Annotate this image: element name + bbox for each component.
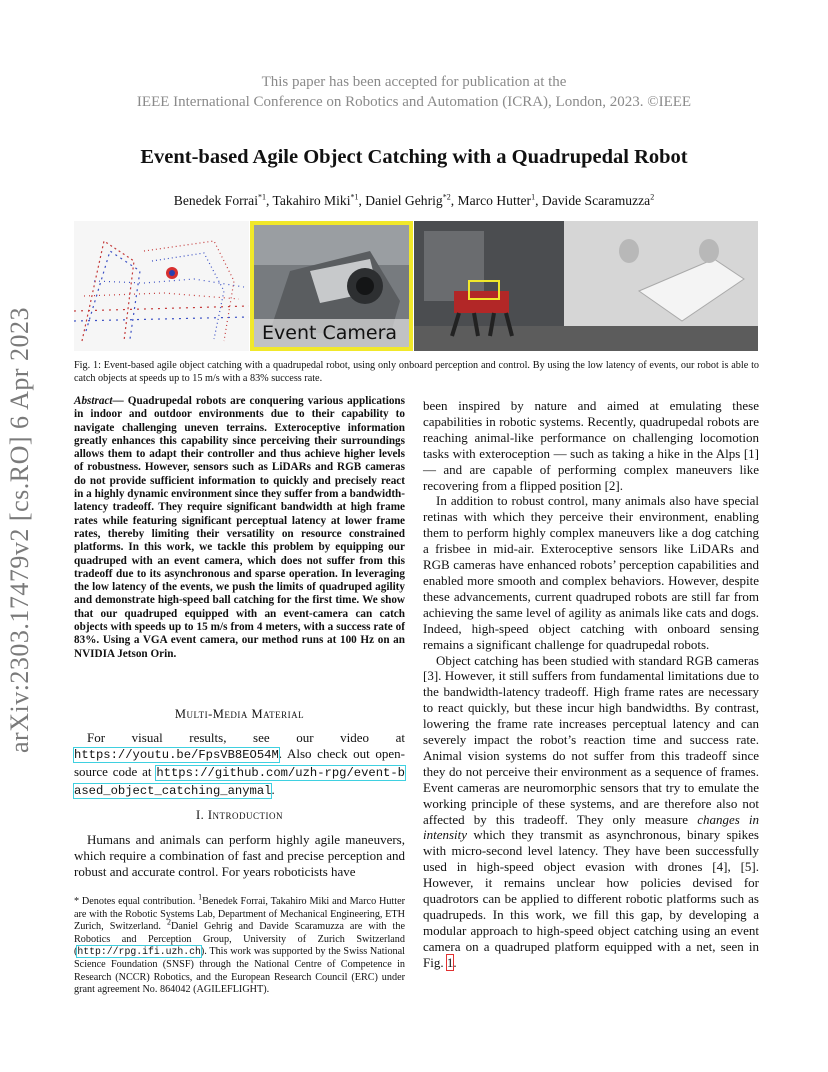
catching-scene-photo bbox=[414, 221, 758, 351]
footnote-text: ). This work was supported by the Swiss National Science Foundation (SNSF) through the National Centre of Competence in Research (NCCR) Robotics, and the European Research Council (ERC) under grant agreement No. 864042 (AGILEFLIGHT). bbox=[74, 946, 405, 996]
author-affiliation: 2 bbox=[650, 192, 655, 202]
intro-paragraph bbox=[423, 653, 759, 971]
arxiv-identifier: arXiv:2303.17479v2 [cs.RO] 6 Apr 2023 bbox=[5, 306, 34, 754]
author-list bbox=[0, 193, 828, 209]
author-name: Davide Scaramuzza bbox=[541, 193, 651, 208]
scene-photo-graphic bbox=[414, 221, 758, 351]
author-separator: , bbox=[535, 193, 542, 208]
multimedia-paragraph bbox=[74, 730, 405, 800]
intro-text: . bbox=[453, 954, 457, 970]
acceptance-notice-line2: IEEE International Conference on Robotics and Automation (ICRA), London, 2023. ©IEEE bbox=[136, 94, 692, 110]
author-separator: , bbox=[265, 193, 273, 208]
footnote-marker: 2 bbox=[166, 917, 171, 927]
intro-text: which they transmit as asynchronous, binary spikes with micro-second level latency. They have been successfully used in high-speed object evasion with drones [4], [5]. However, it remains unclear how policies devised for quadrotors can be applied to different robotic platforms such as quadrupeds. In this work, we fill this gap, by developing a modular approach to high-speed object catching using an event camera on a quadruped platform equipped with a net, seen in Fig. bbox=[423, 827, 759, 970]
intro-paragraph-start: Humans and animals can perform highly agile maneuvers, which require a combination of fast and precise perception and robust and accurate control. For years roboticists have bbox=[74, 832, 405, 879]
author-name: Takahiro Miki bbox=[272, 193, 351, 208]
video-link[interactable]: https://youtu.be/FpsVB8EO54M bbox=[74, 747, 279, 762]
event-camera-photo bbox=[250, 221, 413, 351]
author-name: Marco Hutter bbox=[457, 193, 532, 208]
abstract-label: Abstract bbox=[74, 395, 113, 407]
author-affiliation: *2 bbox=[442, 192, 451, 202]
rpg-link[interactable]: http://rpg.ifi.uzh.ch bbox=[77, 946, 201, 958]
multimedia-text: For visual results, see our video at bbox=[87, 730, 405, 745]
author-separator: , bbox=[358, 193, 366, 208]
intro-emphasis: changes in intensity bbox=[423, 811, 760, 843]
acceptance-notice-line1: This paper has been accepted for publication at the bbox=[261, 74, 567, 90]
paper-title: Event-based Agile Object Catching with a Quadrupedal Robot bbox=[140, 146, 688, 168]
event-points-graphic bbox=[74, 221, 249, 351]
footnote-text: Benedek Forrai, Takahiro Miki and Marco Hutter are with the Robotic Systems Lab, Department of Mechanical Engineering, ETH Zurich, Switzerland. bbox=[74, 896, 405, 933]
abstract-dash: — bbox=[112, 395, 124, 407]
footnote-text: Daniel Gehrig and Davide Scaramuzza are with the Robotics and Perception Group, University of Zurich Switzerland ( bbox=[74, 921, 405, 958]
figure-caption: Fig. 1: Event-based agile object catching with a quadrupedal robot, using only onboard perception and control. By using the low latency of events, our robot is able to catch objects at speeds up to 15 m/s with a 83% success rate. bbox=[74, 360, 759, 384]
event-frame-image bbox=[74, 221, 249, 351]
author-name: Benedek Forrai bbox=[173, 193, 258, 208]
footnote-text: * Denotes equal contribution. bbox=[74, 896, 199, 907]
multimedia-text: . Also check out open-source code at bbox=[74, 745, 405, 779]
multimedia-heading: Multi-Media Material bbox=[174, 707, 305, 721]
intro-text: Object catching has been studied with standard RGB cameras [3]. However, it still suffers from fundamental limitations due to the bandwidth-latency tradeoff. High frame rates are necessary to react quickly, but these incur high bandwidths. By contrast, lowering the frame rate increases perceptual latency and can severely impact the robot’s reaction time and success rate. Animal vision systems do not suffer from this tradeoff since they do not perceive their environment as a sequence of frames. Event cameras are neuromorphic sensors that try to emulate the working principle of these systems, and are therefore also not affected by this tradeoff. They only measure bbox=[423, 652, 759, 827]
code-link[interactable]: https://github.com/uzh-rpg/event-based_object_catching_anymal bbox=[74, 765, 405, 798]
author-name: Daniel Gehrig bbox=[365, 193, 443, 208]
abstract bbox=[74, 395, 405, 661]
multimedia-text: . bbox=[271, 781, 275, 797]
author-affiliation: *1 bbox=[257, 192, 266, 202]
figure-reference-link[interactable]: 1 bbox=[446, 954, 454, 970]
footnote-marker: 1 bbox=[198, 892, 203, 902]
intro-paragraph: been inspired by nature and aimed at emulating these capabilities in robotic systems. Recently, quadrupedal robots are reaching animal-like performance on challenging locomotion tasks with exteroception — such as taking a hike in the Alps [1] — and are capable of performing complex maneuvers like recovering from a flipped position [2]. bbox=[423, 398, 759, 493]
event-camera-label: Event Camera bbox=[262, 322, 398, 344]
author-affiliation: 1 bbox=[531, 192, 536, 202]
intro-paragraph: In addition to robust control, many animals also have special retinas with which they perceive their environment, enabling them to perform highly complex maneuvers like a dog catching a frisbee in mid-air. Exteroceptive sensors like LiDARs and RGB cameras have enhanced robots’ perception capabilities and enabled more smooth and complex behaviors. However, despite these advancements, current quadruped robots are still far from achieving the same level of agility as animals like cats and dogs. Indeed, high-speed object catching with onboard sensing remains a significant challenge for quadrupedal robots. bbox=[423, 493, 759, 652]
right-column bbox=[423, 398, 759, 971]
introduction-heading: I. Introduction bbox=[195, 808, 284, 822]
author-separator: , bbox=[450, 193, 458, 208]
author-affiliation: *1 bbox=[350, 192, 359, 202]
footnote bbox=[74, 892, 405, 997]
abstract-text: Quadrupedal robots are conquering various applications in indoor and outdoor environments due to their capability to navigate challenging uneven terrains. Exteroceptive information greatly enhances this capability since perceiving their surroundings allows them to adapt their controller and thus achieve higher levels of robustness. However, sensors such as LiDARs and RGB cameras do not provide sufficient information to quickly and precisely react in a highly dynamic environment since they suffer from a bandwidth-latency tradeoff. They require significant bandwidth at high frame rates while featuring significant perceptual latency at lower frame rates, thereby limiting their versatility on resource constrained platforms. In this work, we tackle this problem by equipping our quadruped with an event camera, which does not suffer from this tradeoff due to its asynchronous and sparse operation. In leveraging the low latency of the events, we push the limits of quadruped agility and demonstrate high-speed ball catching for the first time. We show that our quadruped equipped with an event-camera can catch objects with speeds up to 15 m/s from 4 meters, with a success rate of 83%. Using a VGA event camera, our method runs at 100 Hz on an NVIDIA Jetson Orin. bbox=[74, 395, 405, 660]
